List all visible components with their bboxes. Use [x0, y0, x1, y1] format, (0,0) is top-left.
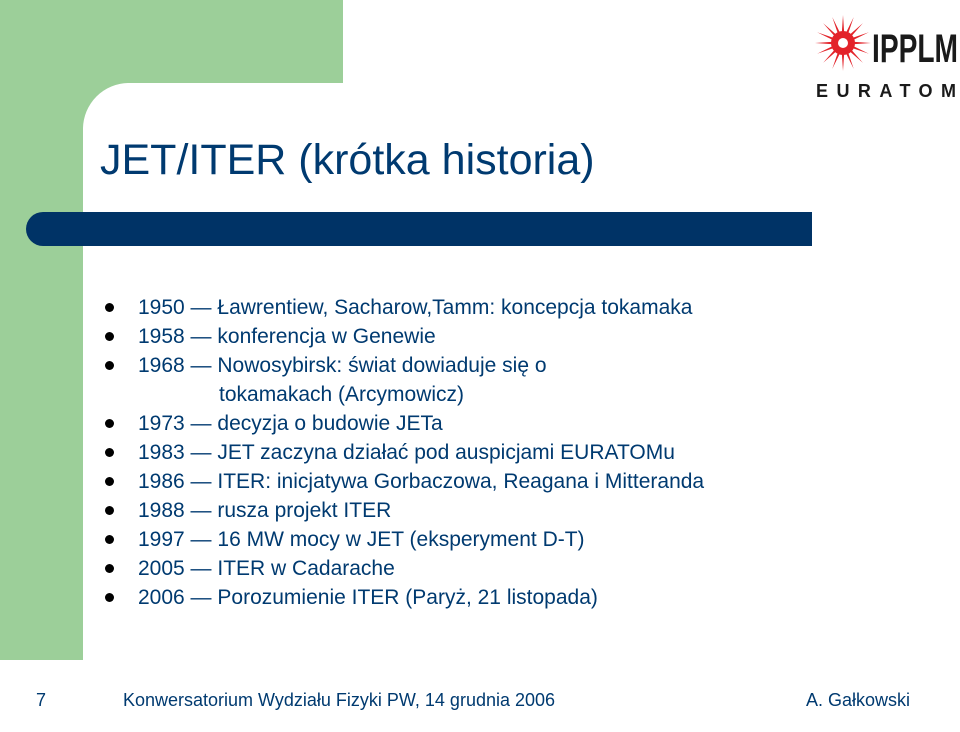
ipplm-euratom-logo [810, 10, 960, 102]
history-entry-text: 1968 — Nowosybirsk: świat dowiaduje się o [138, 354, 547, 377]
history-entry-continuation: tokamakach (Arcymowicz) [219, 383, 465, 406]
list-item [100, 409, 820, 438]
list-item [100, 467, 820, 496]
bullet-icon [105, 448, 114, 457]
page-number: 7 [36, 690, 47, 710]
history-entry-text: 2006 — Porozumienie ITER (Paryż, 21 listopada) [138, 586, 598, 609]
bullet-icon [105, 332, 114, 341]
bullet-icon [105, 303, 114, 312]
bullet-icon [105, 564, 114, 573]
bullet-icon [105, 361, 114, 370]
history-entry-text: 1973 — decyzja o budowie JETa [138, 412, 443, 435]
history-list [100, 293, 820, 612]
list-item [100, 322, 820, 351]
history-entry-text: 1986 — ITER: inicjatywa Gorbaczowa, Reagana i Mitteranda [138, 470, 705, 493]
bullet-icon [105, 477, 114, 486]
list-item [100, 496, 820, 525]
footer [0, 688, 960, 718]
list-item [100, 583, 820, 612]
bullet-icon [105, 535, 114, 544]
bullet-icon [105, 506, 114, 515]
list-item [100, 293, 820, 322]
list-item [100, 351, 820, 409]
history-entry-text: 2005 — ITER w Cadarache [138, 557, 395, 580]
bullet-icon [105, 593, 114, 602]
list-item [100, 554, 820, 583]
history-entry-text: 1958 — konferencja w Genewie [138, 325, 436, 348]
history-entry-text: 1997 — 16 MW mocy w JET (eksperyment D-T) [138, 528, 585, 551]
history-entry-text: 1983 — JET zaczyna działać pod auspicjami EURATOMu [138, 441, 675, 464]
footer-event: Konwersatorium Wydziału Fizyki PW, 14 grudnia 2006 [123, 690, 556, 710]
list-item [100, 438, 820, 467]
list-item [100, 525, 820, 554]
footer-author: A. Gałkowski [806, 690, 911, 710]
logo-name: IPPLM [872, 27, 958, 71]
title-underline-bar [26, 212, 812, 246]
logo-sub: EURATOM [816, 81, 956, 101]
starburst-icon [815, 15, 871, 71]
slide-title: JET/ITER (krótka historia) [100, 136, 595, 184]
history-entry-text: 1950 — Ławrentiew, Sacharow,Tamm: koncepcja tokamaka [138, 296, 693, 319]
history-entry-text: 1988 — rusza projekt ITER [138, 499, 392, 522]
bullet-icon [105, 419, 114, 428]
